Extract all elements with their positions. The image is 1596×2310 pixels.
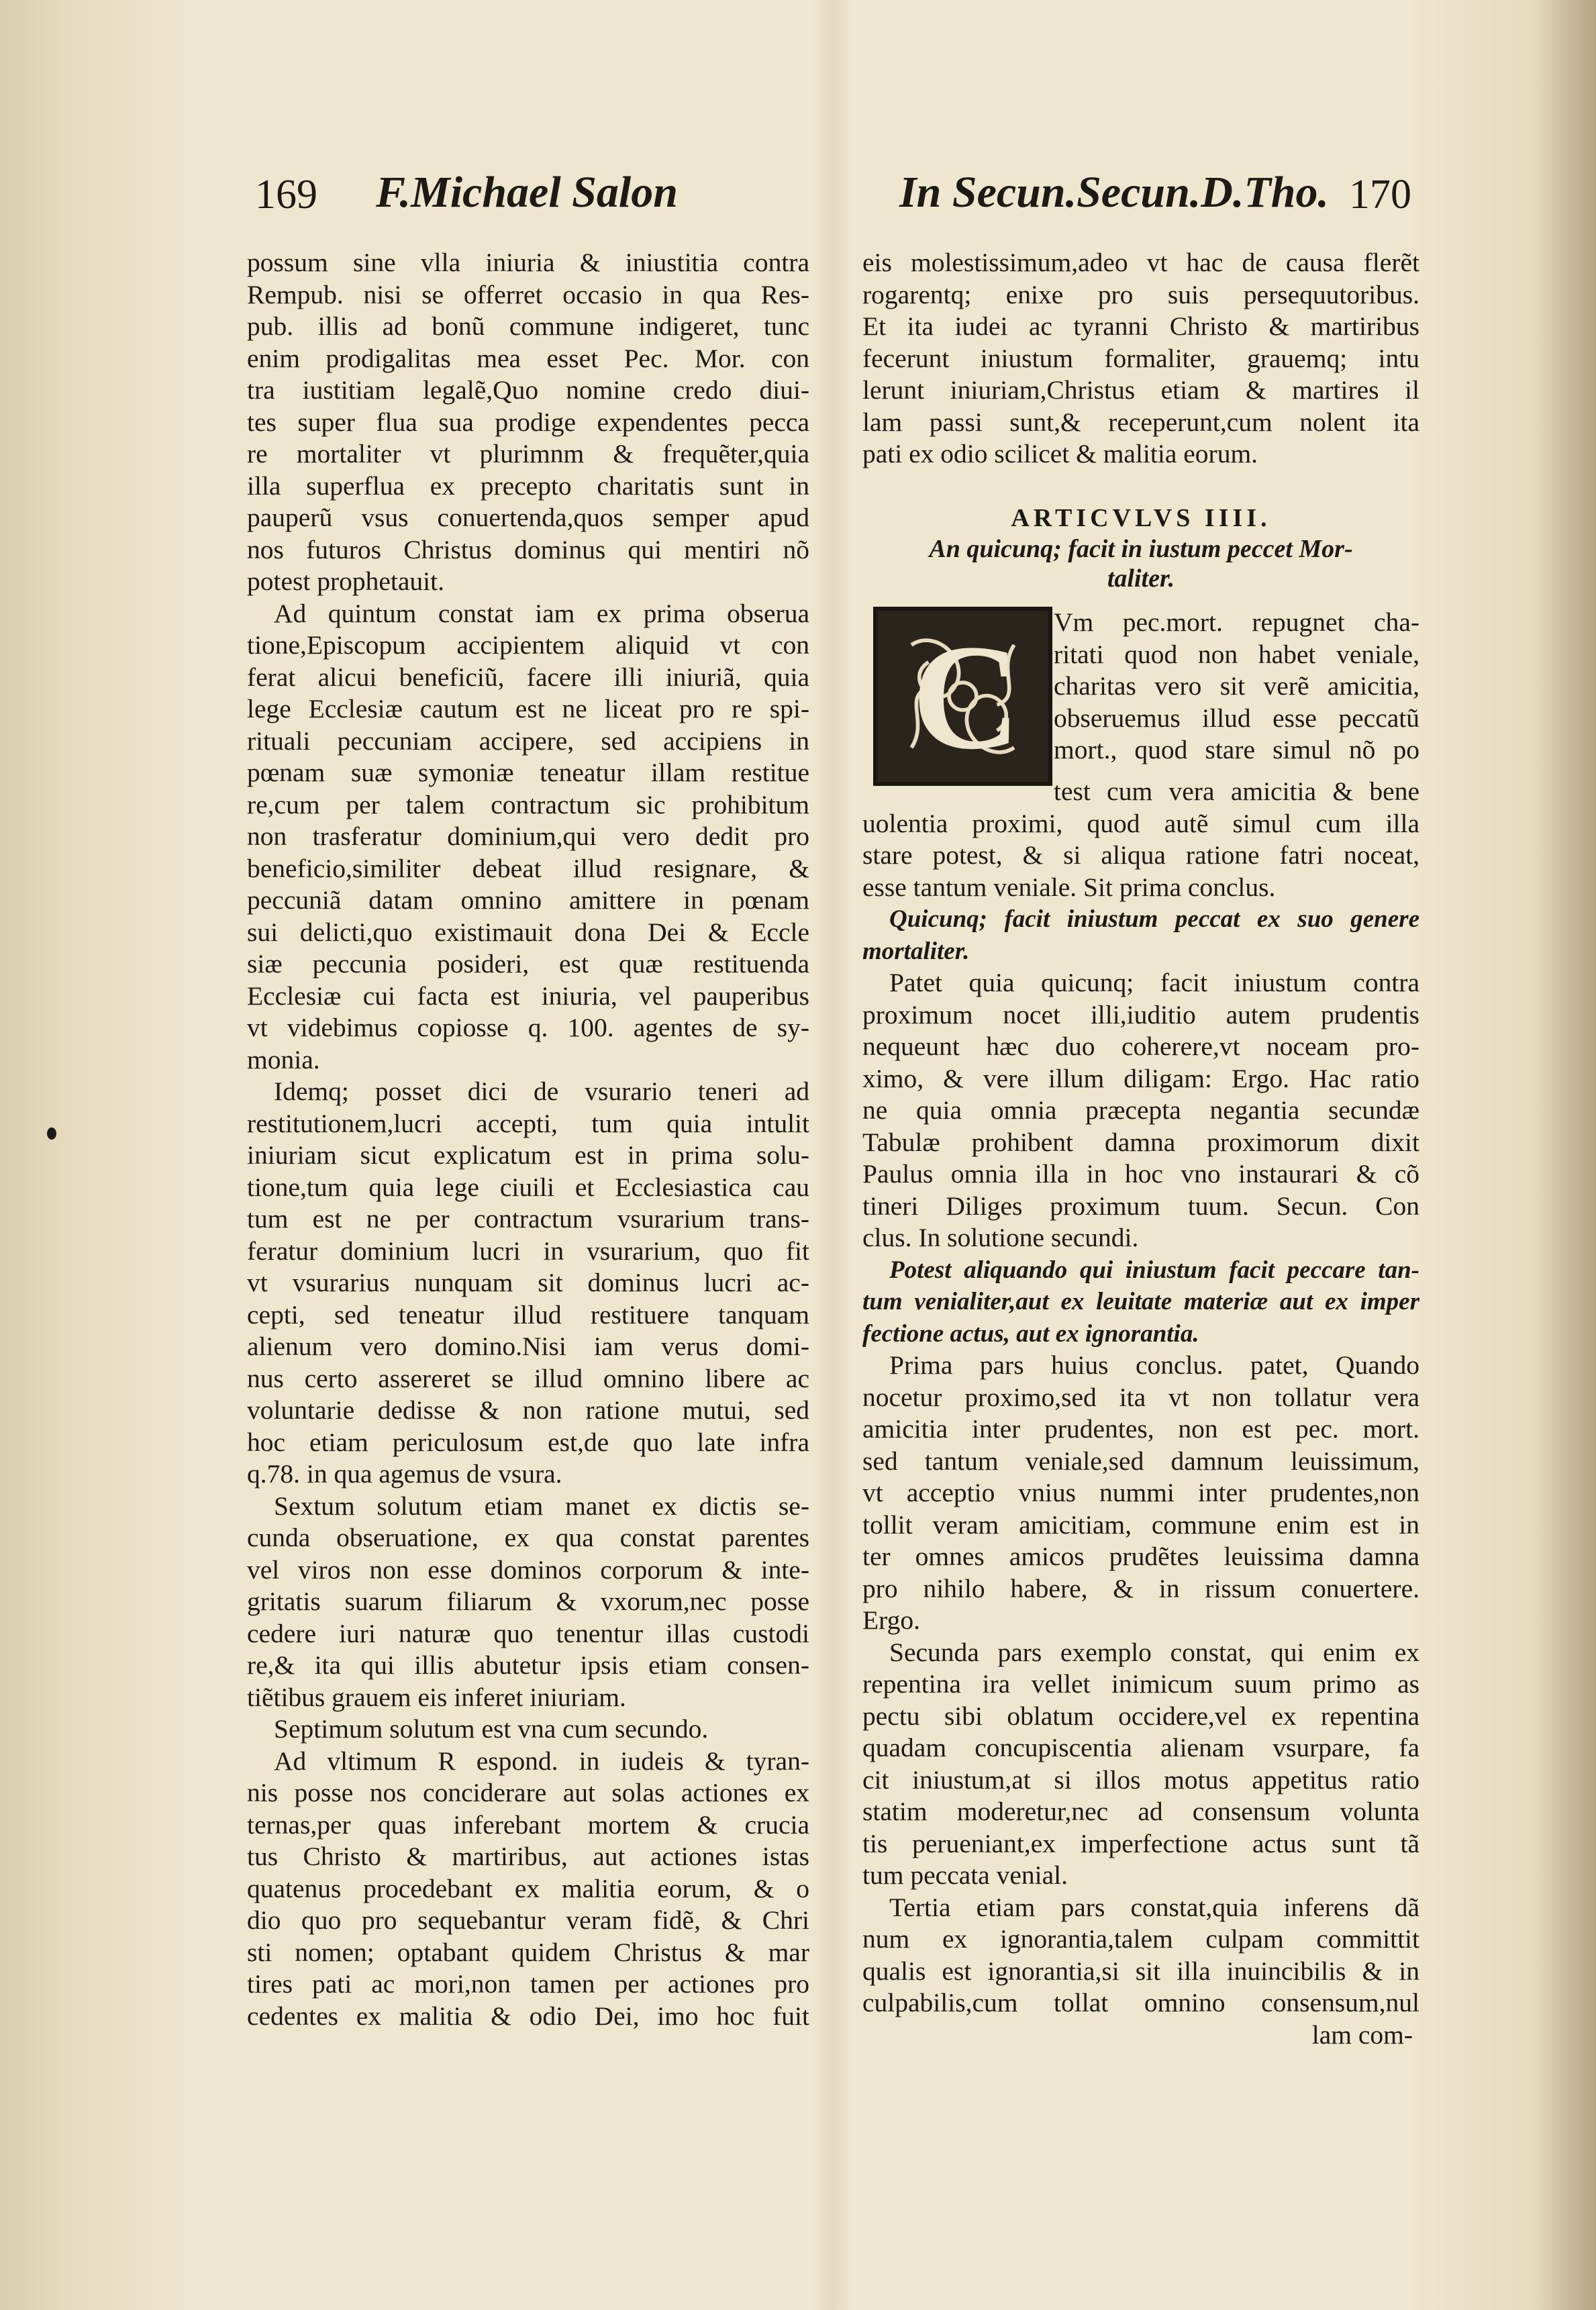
text-line: tineri Diliges proximum tuum. Secun. Con xyxy=(862,1191,1419,1221)
right-page-number: 170 xyxy=(1349,172,1411,217)
text-line: monia. xyxy=(247,1044,320,1074)
text-line: num ex ignorantia,talem culpam committit xyxy=(862,1924,1419,1954)
text-line: sui delicti,quo existimauit dona Dei & Eccle xyxy=(247,917,809,947)
text-line: culpabilis,cum tollat omnino consensum,nul xyxy=(862,1988,1419,2017)
text-line: re mortaliter vt plurimnm & frequẽter,quia xyxy=(247,439,809,468)
text-line: Sextum solutum etiam manet ex dictis se- xyxy=(274,1491,809,1521)
text-line: nocetur proximo,sed ita vt non tollatur vera xyxy=(862,1382,1419,1412)
text-line: tires pati ac mori,non tamen per actiones pro xyxy=(247,1969,809,1999)
text-line: enim prodigalitas mea esset Pec. Mor. con xyxy=(247,343,809,373)
text-line: cedentes ex malitia & odio Dei, imo hoc fuit xyxy=(247,2001,809,2031)
text-line: obseruemus illud esse peccatũ xyxy=(1054,703,1419,733)
text-line: quadam concupiscentia alienam vsurpare, fa xyxy=(862,1733,1419,1762)
text-line: lege Ecclesiæ cautum est ne liceat pro re spi- xyxy=(247,694,809,723)
text-line: ritati quod non habet veniale, xyxy=(1054,639,1419,669)
dropcap-adjacent-text xyxy=(1054,607,1419,766)
text-line: vt videbimus copiosse q. 100. agentes de sy- xyxy=(247,1013,809,1042)
text-line: repentina ira vellet inimicum suum primo as xyxy=(862,1669,1419,1699)
text-line: tione,tum quia lege ciuili et Ecclesiastica cau xyxy=(247,1172,809,1202)
text-line: Potest aliquando qui iniustum facit peccare tan- xyxy=(889,1256,1419,1284)
text-line: iniuriam sicut explicatum est in prima solu- xyxy=(247,1140,809,1170)
paragraph-proof-one xyxy=(862,967,1419,1254)
text-line: pauperũ vsus conuertenda,quos semper apud xyxy=(247,503,809,532)
text-line: fecerunt iniustum formaliter, grauemq; intu xyxy=(862,343,1419,373)
text-line: statim moderetur,nec ad consensum volunta xyxy=(862,1797,1419,1826)
text-line: Ecclesiæ cui facta est iniuria, vel pauperibus xyxy=(247,981,809,1011)
text-line: re,& ita qui illis abutetur ipsis etiam consen- xyxy=(247,1650,809,1680)
text-line: vt acceptio vnius nummi inter prudentes,non xyxy=(862,1478,1419,1507)
text-line: potest prophetauit. xyxy=(247,566,444,596)
text-line: siæ peccunia posideri, est quæ restituenda xyxy=(247,949,809,978)
text-line: pati ex odio scilicet & malitia eorum. xyxy=(862,439,1258,468)
right-running-title: In Secun.Secun.D.Tho. xyxy=(899,168,1329,217)
page-gutter xyxy=(812,0,852,2310)
text-line: Tertia etiam pars constat,quia inferens dã xyxy=(889,1892,1419,1922)
article-heading: ARTICVLVS IIII. xyxy=(1011,503,1271,532)
left-page-number: 169 xyxy=(255,172,317,217)
text-line: peccuniã datam omnino amittere in pœnam xyxy=(247,885,809,915)
article-question xyxy=(862,534,1419,593)
text-line: vel viros non esse dominos corporum & inte- xyxy=(247,1554,809,1585)
text-line: Ad quintum constat iam ex prima obserua xyxy=(274,598,809,628)
text-line: amicitia inter prudentes, non est pec. mort. xyxy=(862,1414,1419,1444)
text-line: Rempub. nisi se offerret occasio in qua Res- xyxy=(247,279,809,309)
text-line: stare potest, & si aliqua ratione fatri noceat, xyxy=(862,840,1419,870)
text-line: uolentia proximi, quod autẽ simul cum illa xyxy=(862,808,1419,838)
text-line: quatenus procedebant ex malitia eorum, & o xyxy=(247,1873,809,1903)
text-line: nus certo assereret se illud omnino libere ac xyxy=(247,1363,809,1393)
text-line: possum sine vlla iniuria & iniustitia contra xyxy=(247,248,809,277)
article-question-line: taliter. xyxy=(1107,564,1175,593)
text-line: clus. In solutione secundi. xyxy=(862,1223,1139,1252)
text-line: charitas vero sit verẽ amicitia, xyxy=(1054,671,1419,701)
text-line: restitutionem,lucri accepti, tum quia intulit xyxy=(247,1108,809,1138)
text-line: voluntarie dedisse & non ratione mutui, sed xyxy=(247,1395,809,1425)
text-line: feratur dominium lucri in vsurarium, quo fit xyxy=(247,1236,809,1266)
text-line: cit iniustum,at si illos motus appetitus ratio xyxy=(862,1764,1419,1795)
text-line: Idemq; posset dici de vsurario teneri ad xyxy=(274,1076,809,1106)
text-line: non trasferatur dominium,qui vero dedit pro xyxy=(247,821,809,851)
text-line: Ergo. xyxy=(862,1605,920,1635)
conclusion-one xyxy=(862,903,1419,967)
right-text-column xyxy=(862,247,1419,2051)
left-text-column xyxy=(247,247,809,2032)
text-line: mortaliter. xyxy=(862,937,970,965)
text-line: beneficio,similiter debeat illud resignare, & xyxy=(247,853,809,883)
text-line: sed tantum veniale,sed damnum leuissimum, xyxy=(862,1446,1419,1476)
text-line: fectione actus, aut ex ignorantia. xyxy=(862,1319,1199,1348)
text-line: eis molestissimum,adeo vt hac de causa flerẽt xyxy=(862,248,1419,277)
text-line: tollit veram amicitiam, commune enim est in xyxy=(862,1509,1419,1540)
text-line: ternas,per quas inferebant mortem & crucia xyxy=(247,1809,809,1840)
ink-speck xyxy=(47,1127,56,1140)
text-line: proximum nocet illi,iuditio autem prudentis xyxy=(862,999,1419,1030)
text-line: Septimum solutum est vna cum secundo. xyxy=(274,1714,709,1744)
text-line: Et ita iudei ac tyranni Christo & martiribus xyxy=(862,311,1419,341)
text-line: tum peccata venial. xyxy=(862,1860,1068,1890)
text-line: lam passi sunt,& receperunt,cum nolent ita xyxy=(862,407,1419,437)
text-line: tis perueniant,ex imperfectione actus sunt tã xyxy=(862,1828,1419,1858)
dropcap-block xyxy=(862,607,1419,801)
text-line: re,cum per talem contractum sic prohibitum xyxy=(247,789,809,819)
text-line: Vm pec.mort. repugnet cha- xyxy=(1054,607,1419,637)
text-line: nequeunt hæc duo coherere,vt noceam pro- xyxy=(862,1032,1419,1061)
text-line: tum venialiter,aut ex leuitate materiæ aut ex imper xyxy=(862,1288,1419,1315)
text-line: ximo, & vere illum diligam: Ergo. Hac ratio xyxy=(862,1063,1419,1093)
text-line: lerunt iniuriam,Christus etiam & martires il xyxy=(862,375,1419,405)
text-line: qualis est ignorantia,si sit illa inuincibilis & in xyxy=(862,1956,1419,1986)
text-line: illa superflua ex precepto charitatis sunt in xyxy=(247,470,809,501)
svg-text:C: C xyxy=(911,613,1021,781)
article-question-line: An quicunq; facit in iustum peccet Mor- xyxy=(929,535,1353,563)
text-line: vt vsurarius nunquam sit dominus lucri ac- xyxy=(247,1268,809,1297)
text-line: gritatis suarum filiarum & vxorum,nec posse xyxy=(247,1587,809,1616)
text-line: tra iustitiam legalẽ,Quo nomine credo diui- xyxy=(247,375,809,405)
text-line: rogarentq; enixe pro suis persequutoribus. xyxy=(862,279,1419,309)
text-line: ter omnes amicos prudẽtes leuissima damna xyxy=(862,1542,1419,1571)
text-line: nis posse nos conciderare aut solas actiones ex xyxy=(247,1778,809,1807)
text-line: test cum vera amicitia & bene xyxy=(1054,776,1419,806)
text-line: nos futuros Christus dominus qui mentiri nõ xyxy=(247,534,809,564)
text-line: Ad vltimum R espond. in iudeis & tyran- xyxy=(274,1746,809,1776)
text-line: tes super flua sua prodige expendentes pecca xyxy=(247,407,809,437)
text-line: tum est ne per contractum vsurarium trans- xyxy=(247,1204,809,1234)
page-edge-shadow xyxy=(1536,0,1596,2310)
paragraph-tertia-pars xyxy=(862,1892,1419,2019)
text-line: Prima pars huius conclus. patet, Quando xyxy=(889,1350,1419,1380)
catchword: lam com- xyxy=(1311,2019,1413,2050)
conclusion-two xyxy=(862,1254,1419,1350)
ornament-c-icon xyxy=(877,611,1048,782)
right-top-paragraph xyxy=(862,247,1419,470)
text-line: pub. illis ad bonũ commune indigeret, tunc xyxy=(247,311,809,341)
text-line: sti nomen; optabant quidem Christus & mar xyxy=(247,1937,809,1967)
ornamental-initial xyxy=(873,607,1052,786)
text-line: pœnam suæ symoniæ teneatur illam restitue xyxy=(247,758,809,787)
paragraph-secunda-pars xyxy=(862,1637,1419,1892)
text-line: esse tantum veniale. Sit prima conclus. xyxy=(862,872,1276,902)
text-line: Paulus omnia illa in hoc vno instaurari & cõ xyxy=(862,1159,1419,1189)
text-line: tus Christo & martiribus, aut actiones istas xyxy=(247,1842,809,1871)
text-line: Patet quia quicunq; facit iniustum contra xyxy=(889,968,1419,997)
text-line: pectu sibi oblatum occidere,vel ex repentina xyxy=(862,1701,1419,1731)
text-line: tione,Episcopum accipientem aliquid vt con xyxy=(247,630,809,660)
text-line: mort., quod stare simul nõ po xyxy=(1054,735,1419,764)
text-line: cedere iuri naturæ quo tenentur illas custodi xyxy=(247,1618,809,1648)
text-line: Tabulæ prohibent damna proximorum dixit xyxy=(862,1127,1419,1157)
text-line: rituali peccuniam accipere, sed accipiens in xyxy=(247,725,809,756)
paragraph-prima-pars xyxy=(862,1350,1419,1637)
text-line: alienum vero domino.Nisi iam verus domi- xyxy=(247,1332,809,1361)
text-line: cunda obseruatione, ex qua constat parentes xyxy=(247,1523,809,1552)
text-line: hoc etiam periculosum est,de quo late infra xyxy=(247,1427,809,1457)
text-line: q.78. in qua agemus de vsura. xyxy=(247,1459,562,1489)
left-running-title: F.Michael Salon xyxy=(376,168,678,217)
text-line: tiẽtibus grauem eis inferet iniuriam. xyxy=(247,1682,626,1712)
text-line: Secunda pars exemplo constat, qui enim ex xyxy=(889,1637,1419,1667)
text-line: ferat alicui beneficiũ, facere illi iniuriã, quia xyxy=(247,662,809,692)
text-line: cepti, sed teneatur illud restituere tanquam xyxy=(247,1299,809,1329)
text-line: pro nihilo habere, & in rissum conuertere. xyxy=(862,1573,1419,1603)
text-line: ne quia omnia præcepta negantia secundæ xyxy=(862,1095,1419,1125)
text-line: Quicunq; facit iniustum peccat ex suo genere xyxy=(889,905,1419,933)
text-line: dio quo pro sequebantur veram fidẽ, & Chri xyxy=(247,1905,809,1935)
